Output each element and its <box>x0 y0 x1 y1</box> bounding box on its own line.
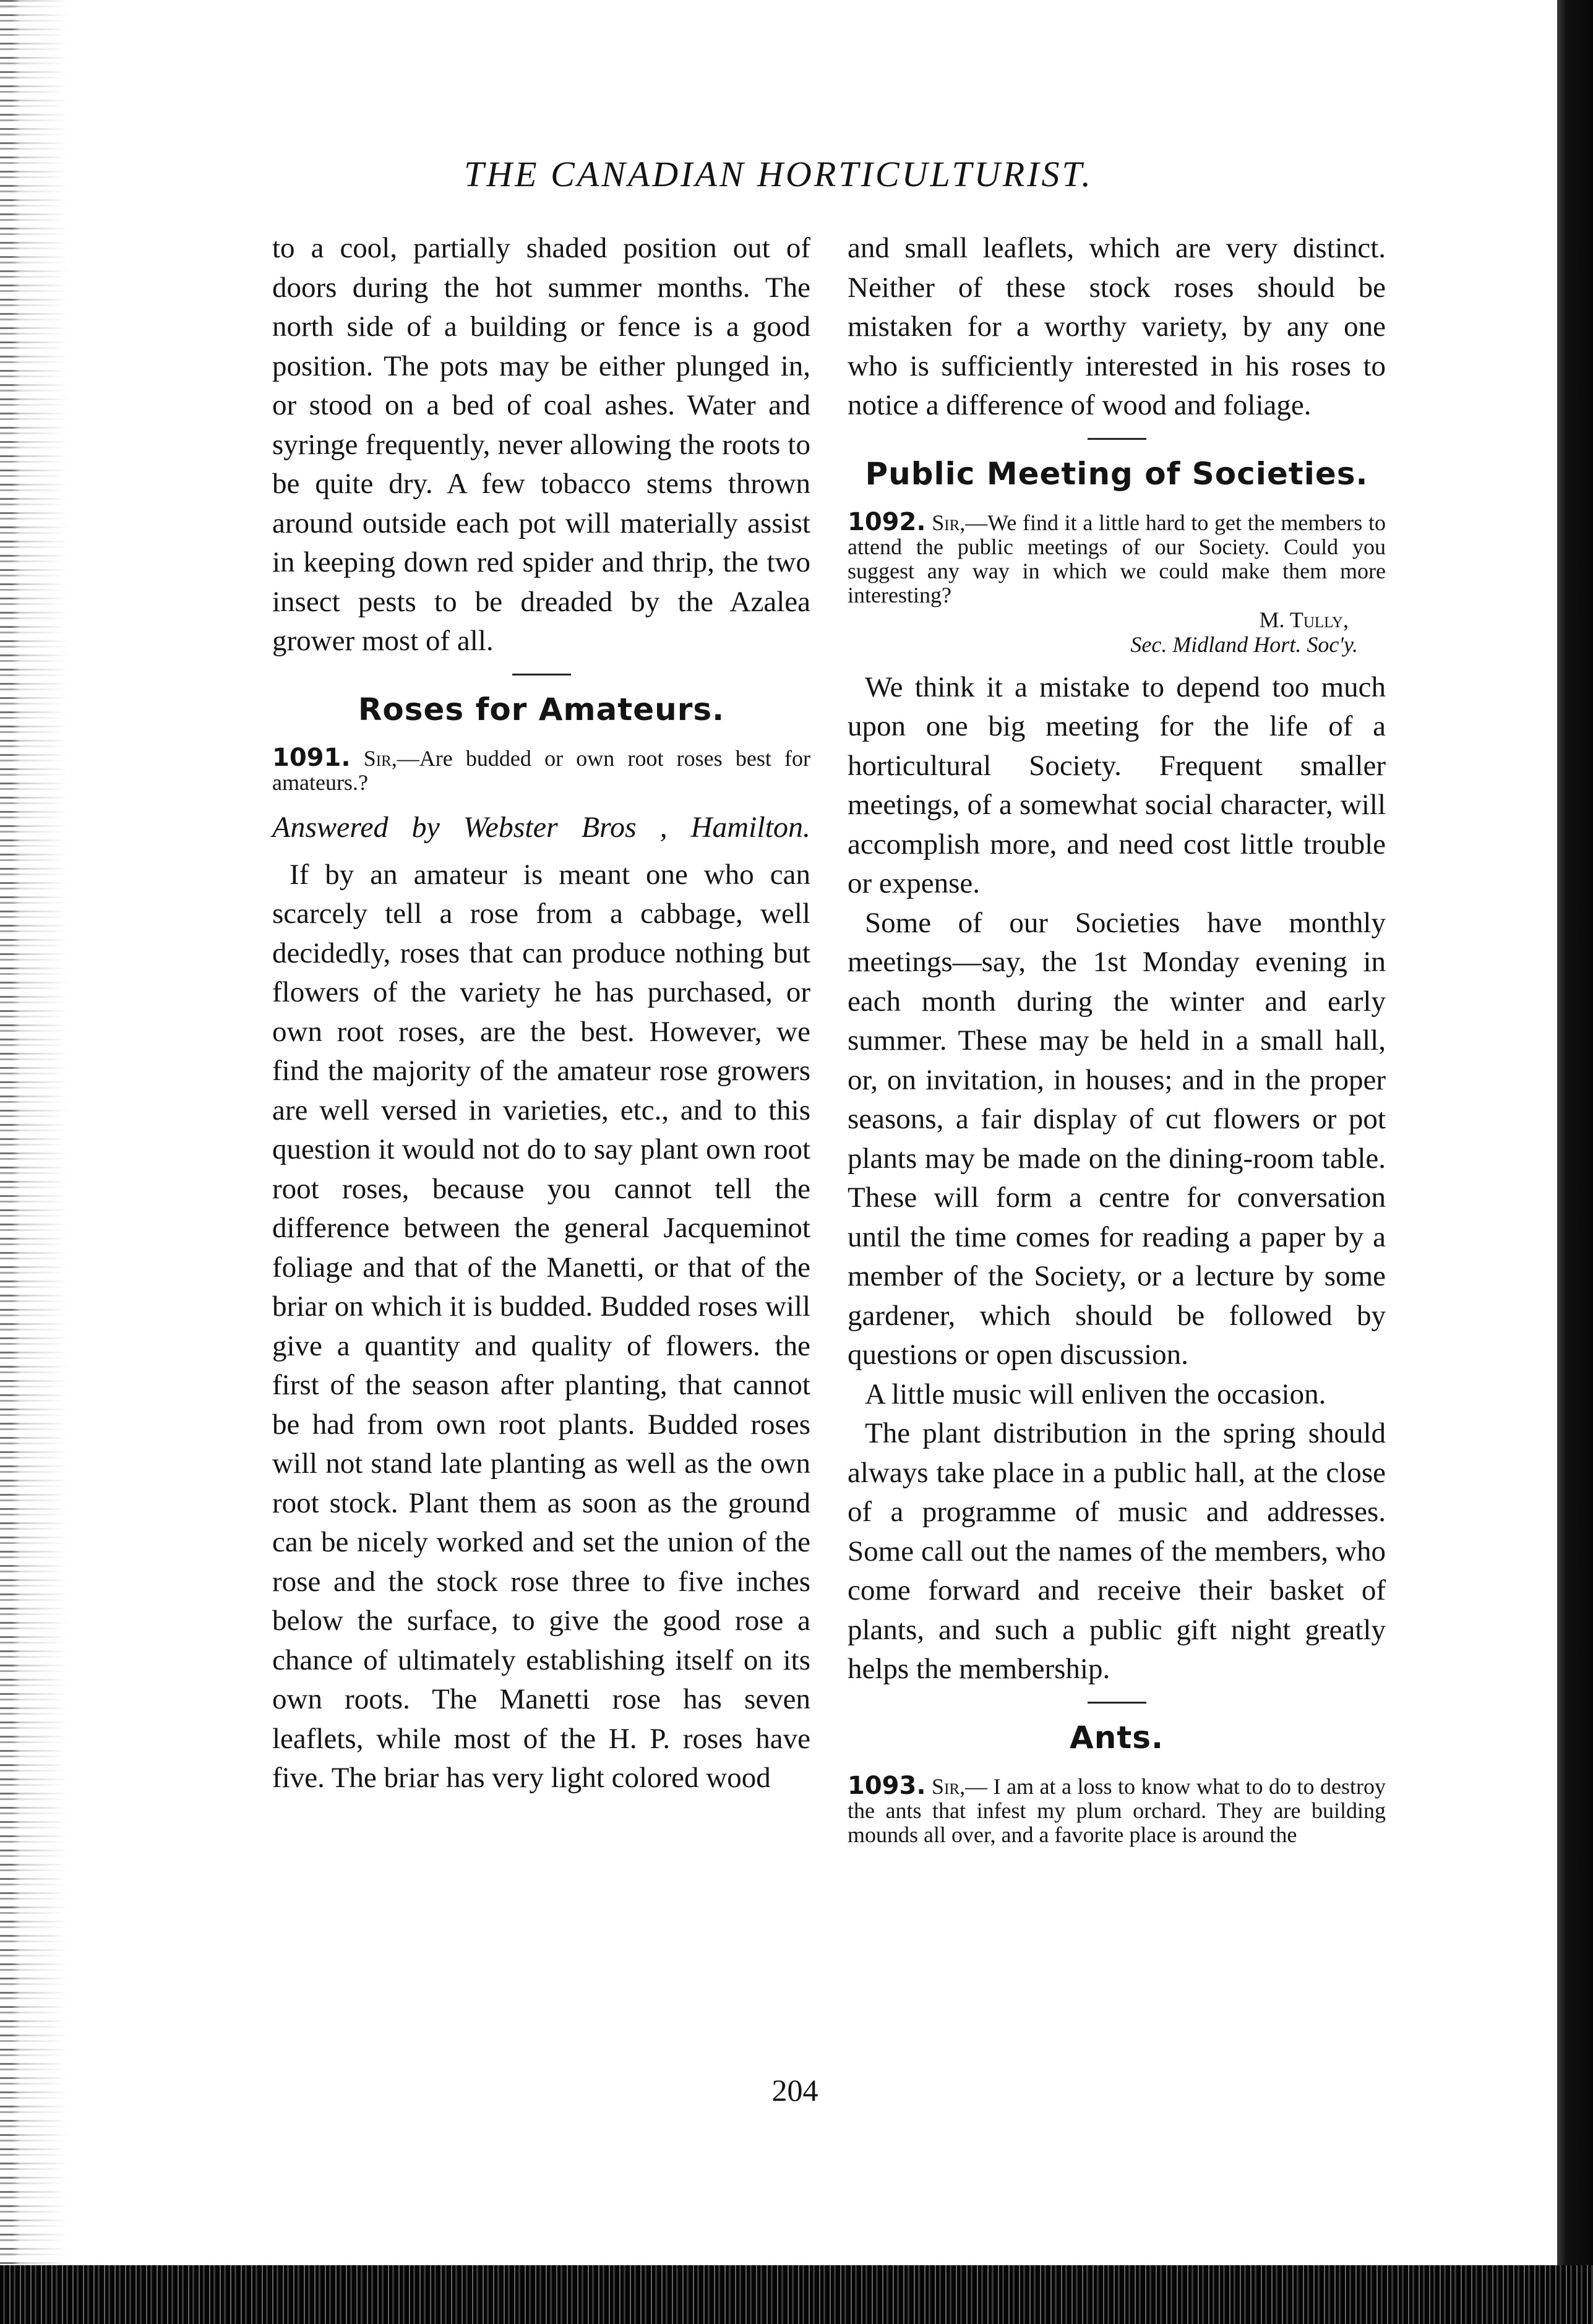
right-column <box>848 229 1386 1847</box>
signoff-name: M. Tully, <box>1259 607 1349 632</box>
section-divider <box>1088 1702 1146 1704</box>
body-paragraph: Some of our Societies have monthly meetings—say, the 1st Monday evening in each month during the winter and early summer. These may be held in a small hall, or, on invitation, in houses; and in the proper seasons, a fair display of cut flowers or pot plants may be made on the dining-room table. These will form a centre for conversation until the time comes for reading a paper by a member of the Society, or a lecture by some gardener, which should be followed by questions or open discussion. <box>848 906 1386 1371</box>
query-text: — I am at a loss to know what to do to destroy the ants that infest my plum orchard. They are building mounds all over, and a favorite place is around the <box>848 1773 1386 1847</box>
query-salutation: Sir, <box>363 745 397 771</box>
running-head: THE CANADIAN HORTICULTURIST. <box>464 154 1093 194</box>
query-salutation: Sir, <box>932 1773 966 1799</box>
heading-ants: Ants. <box>1070 1719 1164 1756</box>
query-number: 1092. <box>848 507 926 536</box>
query-text: —We find it a little hard to get the members to attend the public meetings of our Society. Could you suggest any way in which we could make them more interesting? <box>848 510 1386 607</box>
query-number: 1093. <box>848 1771 926 1800</box>
body-paragraph: We think it a mistake to depend too much upon one big meeting for the life of a horticultural Society. Frequent smaller meetings, of a somewhat social character, will accomplish more, and need cost little trouble or expense. <box>848 671 1386 899</box>
query-1091 <box>272 743 811 795</box>
continuation-paragraph: and small leaflets, which are very distinct. Neither of these stock roses should be mistaken for a worthy variety, by any one who is sufficiently interested in his roses to notice a difference of wood and foliage. <box>848 232 1386 421</box>
heading-public-meeting: Public Meeting of Societies. <box>865 455 1368 492</box>
signoff-title: Sec. Midland Hort. Soc'y. <box>1130 632 1358 657</box>
query-1092 <box>848 507 1386 607</box>
left-column <box>272 229 810 1798</box>
scan-edge-left <box>0 0 68 2324</box>
heading-roses-for-amateurs: Roses for Amateurs. <box>358 691 725 727</box>
answer-paragraph: If by an amateur is meant one who can scarcely tell a rose from a cabbage, well decidedly, roses that can produce nothing but flowers of the variety he has purchased, or own root roses, are the best. However, we find the majority of the amateur rose growers are well versed in varieties, etc., and to this question it would not do to say plant own root root roses, because you cannot tell the difference between the general Jacqueminot foliage and that of the Manetti, or that of the briar on which it is budded. Budded roses will give a quantity and quality of flowers. the first of the season after planting, that cannot be had from own root plants. Budded roses will not stand late planting as well as the own root stock. Plant them as soon as the ground can be nicely worked and set the union of the rose and the stock rose three to five inches below the surface, to give the good rose a chance of ultimately establishing itself on its own roots. The Manetti rose has seven leaflets, while most of the H. P. roses have five. The briar has very light colored wood <box>272 858 810 1794</box>
section-divider <box>512 674 571 675</box>
query-number: 1091. <box>272 743 351 772</box>
body-paragraph: The plant distribution in the spring should always take place in a public hall, at the close of a programme of music and addresses. Some call out the names of the members, who come forward and receive their basket of plants, and such a public gift night greatly helps the membership. <box>848 1417 1386 1685</box>
query-1093 <box>848 1771 1386 1847</box>
answer-byline: Answered by Webster Bros , Hamilton. <box>272 810 810 844</box>
body-paragraph: A little music will enliven the occasion. <box>865 1378 1326 1410</box>
page-number: 204 <box>771 2073 818 2107</box>
scan-edge-bottom <box>0 2265 1593 2324</box>
intro-paragraph: to a cool, partially shaded position out of doors during the hot summer months. The north side of a building or fence is a good position. The pots may be either plunged in, or stood on a bed of coal ashes. Water and syringe frequently, never allowing the roots to be quite dry. A few tobacco stems thrown around outside each pot will materially assist in keeping down red spider and thrip, the two insect pests to be dreaded by the Azalea grower most of all. <box>272 232 810 657</box>
section-divider <box>1088 438 1146 440</box>
query-text: —Are budded or own root roses best for amateurs.? <box>272 745 811 795</box>
query-signoff <box>848 607 1386 657</box>
scan-edge-right <box>1557 0 1593 2324</box>
query-salutation: Sir, <box>932 510 966 535</box>
